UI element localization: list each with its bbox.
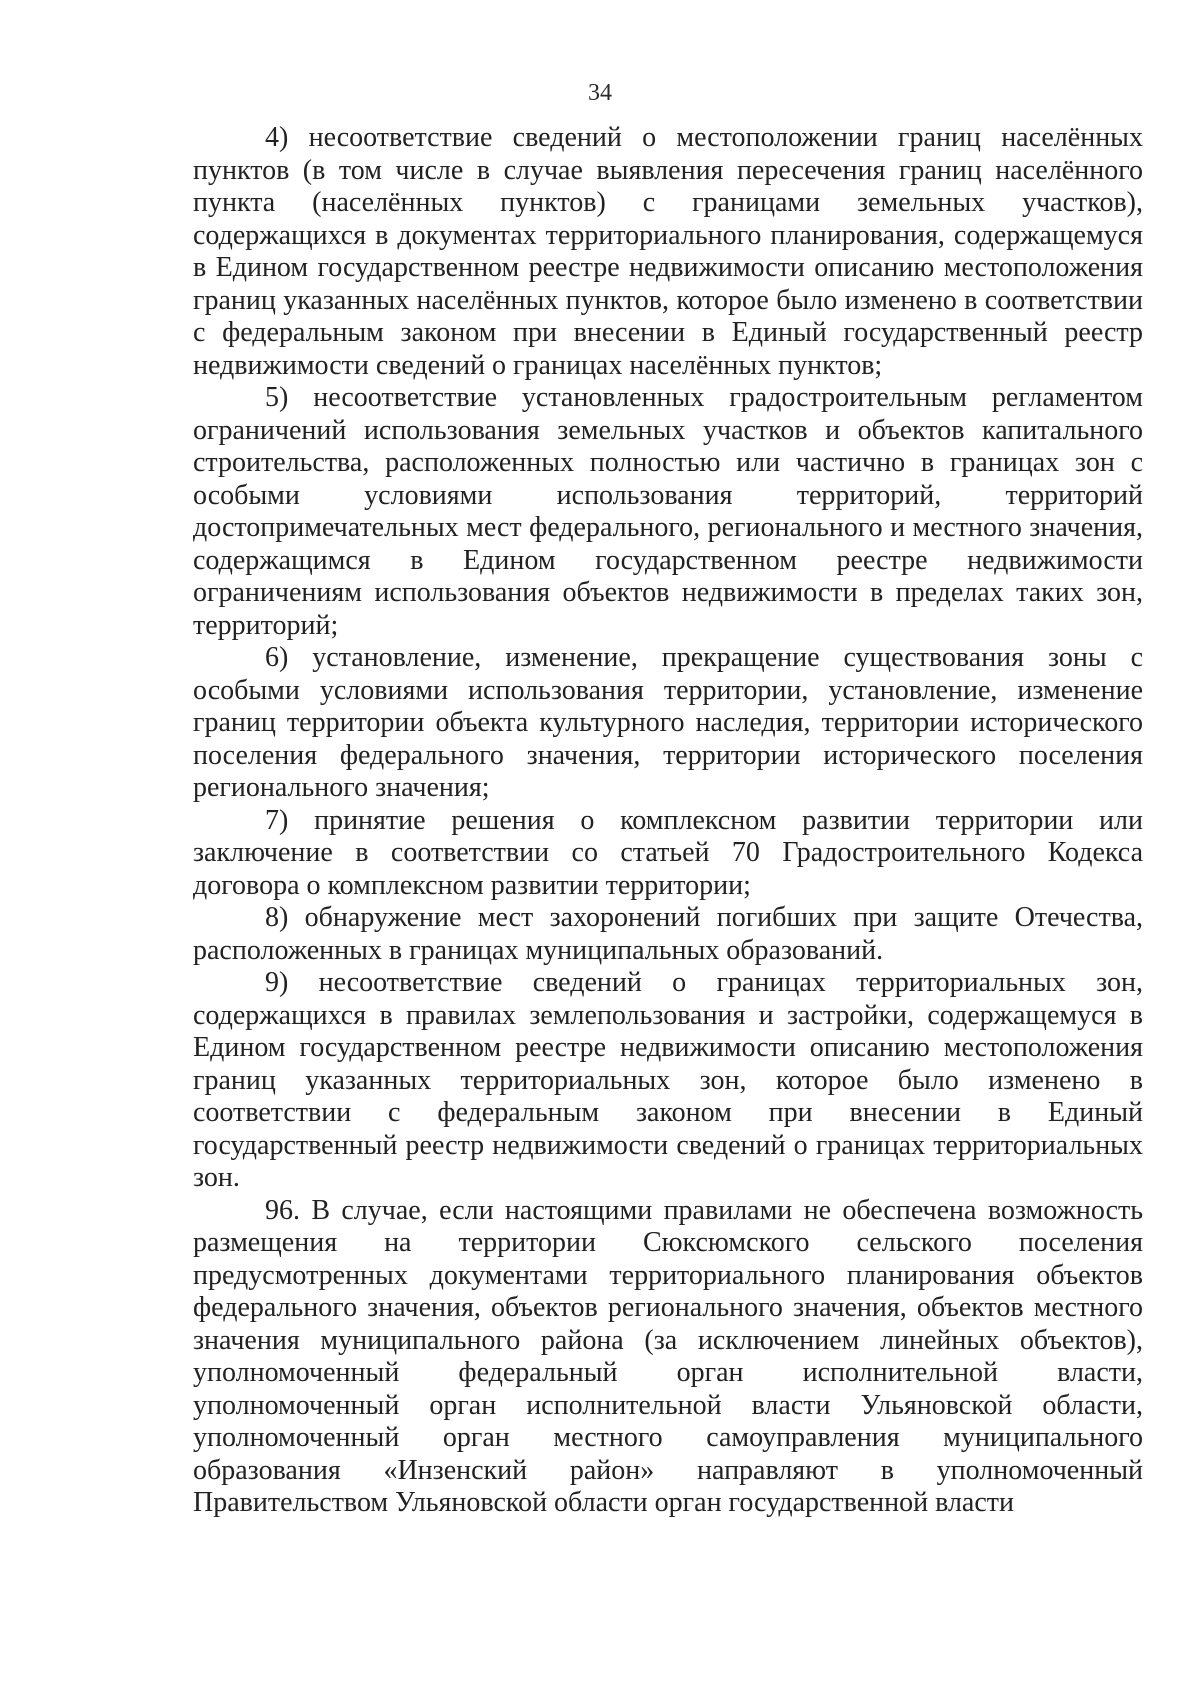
page-number: 34 — [588, 80, 612, 106]
document-body — [193, 122, 1143, 1520]
paragraph-96: 96. В случае, если настоящими правилами не обеспечена возможность размещения на территории Сюксюмского сельского поселения предусмотренных документами территориального планирования объектов федерального значения, объектов регионального значения, объектов местного значения муниципального района (за исключением линейных объектов), уполномоченный федеральный орган исполнительной власти, уполномоченный орган исполнительной власти Ульяновской области, уполномоченный орган местного самоуправления муниципального образования «Инзенский район» направляют в уполномоченный Правительством Ульяновской области орган государственной власти — [193, 1194, 1143, 1518]
paragraph-item-7: 7) принятие решения о комплексном развитии территории или заключение в соответствии со статьей 70 Градостроительного Кодекса договора о комплексном развитии территории; — [193, 804, 1143, 901]
paragraph-item-6: 6) установление, изменение, прекращение существования зоны с особыми условиями использования территории, установление, изменение границ территории объекта культурного наследия, территории исторического поселения федерального значения, территории исторического поселения регионального значения; — [193, 642, 1143, 803]
paragraph-item-5: 5) несоответствие установленных градостроительным регламентом ограничений использования земельных участков и объектов капитального строительства, расположенных полностью или частично в границах зон с особыми условиями использования территорий, территорий достопримечательных мест федерального, регионального и местного значения, содержащимся в Едином государственном реестре недвижимости ограничениям использования объектов недвижимости в пределах таких зон, территорий; — [193, 382, 1143, 641]
paragraph-item-4: 4) несоответствие сведений о местоположении границ населённых пунктов (в том числе в случае выявления пересечения границ населённого пункта (населённых пунктов) с границами земельных участков), содержащихся в документах территориального планирования, содержащемуся в Едином государственном реестре недвижимости описанию местоположения границ указанных населённых пунктов, которое было изменено в соответствии с федеральным законом при внесении в Единый государственный реестр недвижимости сведений о границах населённых пунктов; — [193, 122, 1143, 381]
paragraph-item-8: 8) обнаружение мест захоронений погибших при защите Отечества, расположенных в границах муниципальных образований. — [193, 902, 1143, 966]
paragraph-item-9: 9) несоответствие сведений о границах территориальных зон, содержащихся в правилах землепользования и застройки, содержащемуся в Едином государственном реестре недвижимости описанию местоположения границ указанных территориальных зон, которое было изменено в соответствии с федеральным законом при внесении в Единый государственный реестр недвижимости сведений о границах территориальных зон. — [193, 967, 1143, 1193]
